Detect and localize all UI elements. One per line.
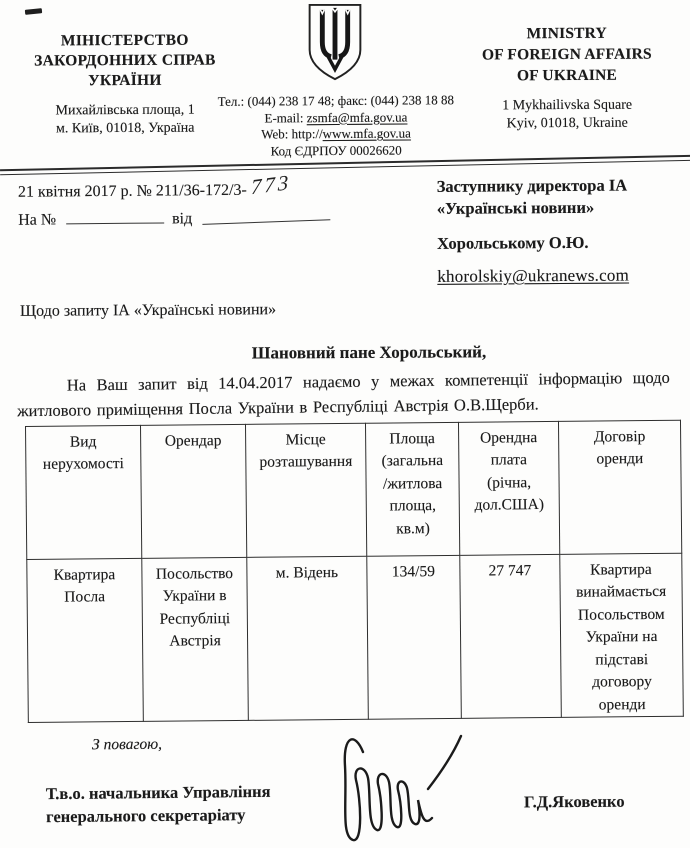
salutation: Шановний пане Хорольський, [251,342,487,363]
email-value: zsmfa@mfa.gov.ua [306,109,408,125]
subject-line: Щодо запиту ІА «Українські новини» [19,301,277,320]
cell-property-type: Квартира Посла [27,558,144,722]
ministry-block-en [452,22,683,133]
ministry-address-uk: Михайлівська площа, 1 м. Київ, 01018, Україна [55,102,195,136]
reply-reference-line [18,206,418,229]
email-label: E-mail: [264,109,307,125]
property-table-wrap [25,420,683,724]
header-property-type: Вид нерухомості [26,425,142,559]
cell-area: 134/59 [367,555,462,719]
reply-from-label: від [171,210,193,228]
table-data-row [27,553,684,723]
reply-prefix: На № [18,211,57,229]
date-number-text: 21 квітня 2017 р. № 211/36-172/3- [17,181,247,201]
recipient-block [437,174,688,287]
recipient-email: khorolskiy@ukranews.com [437,265,630,286]
ukraine-trident-coat-of-arms-icon [305,3,365,83]
cell-lease: Квартира винаймається Посольством України на підставі договору оренди [560,553,684,717]
web-label: Web: http:// [261,126,323,142]
cell-rent: 27 747 [460,554,562,718]
header-location: Місце розташування [245,423,366,557]
body-paragraph: На Ваш запит від 14.04.2017 надаємо у межах компетенції інформацію щодо житлового приміщення Посла України в Республіці Австрія О.В.Щерби. [17,367,670,421]
cell-location: м. Відень [247,556,369,720]
ministry-name-uk: МІНІСТЕРСТВО ЗАКОРДОННИХ СПРАВ УКРАЇНИ [34,31,216,90]
recipient-name: Хорольському О.Ю. [437,232,589,253]
property-table [25,420,684,724]
signer-position: Т.в.о. начальника Управління генерального секретаріату [45,781,271,826]
reply-date-blank [202,205,330,225]
contact-phone-line: Тел.: (044) 238 17 48; факс: (044) 238 18 88 [217,92,455,109]
recipient-title-line-1: Заступнику директора ІА [436,175,628,196]
reference-block [17,169,418,229]
header-area: Площа (загальна /житлова площа, кв.м) [365,422,459,556]
header-tenant: Орендар [140,424,246,558]
reply-number-blank [66,208,164,224]
header-lease: Договір оренди [558,420,681,554]
ministry-name-en: MINISTRY OF FOREIGN AFFAIRS OF UKRAINE [481,24,652,85]
table-header-row [26,420,682,559]
outgoing-reference-line [17,169,418,202]
ministry-address-en: 1 Mykhailivska Square Kyiv, 01018, Ukraine [502,97,633,132]
cell-tenant: Посольство України в Республіці Австрія [142,557,249,721]
recipient-title-line-2: «Українські новини» [436,197,595,218]
header-rent: Орендна плата (річна, дол.США) [458,421,559,555]
handwritten-signature-scribble [333,722,483,848]
signer-name: Г.Д.Яковенко [523,791,625,812]
handwritten-number: 773 [250,169,292,200]
scan-artifact-mark [25,8,42,15]
web-value: www.mfa.gov.ua [322,125,411,142]
contact-edrpou-line: Код ЄДРПОУ 00026620 [270,142,402,158]
closing-phrase: З повагою, [91,735,163,754]
